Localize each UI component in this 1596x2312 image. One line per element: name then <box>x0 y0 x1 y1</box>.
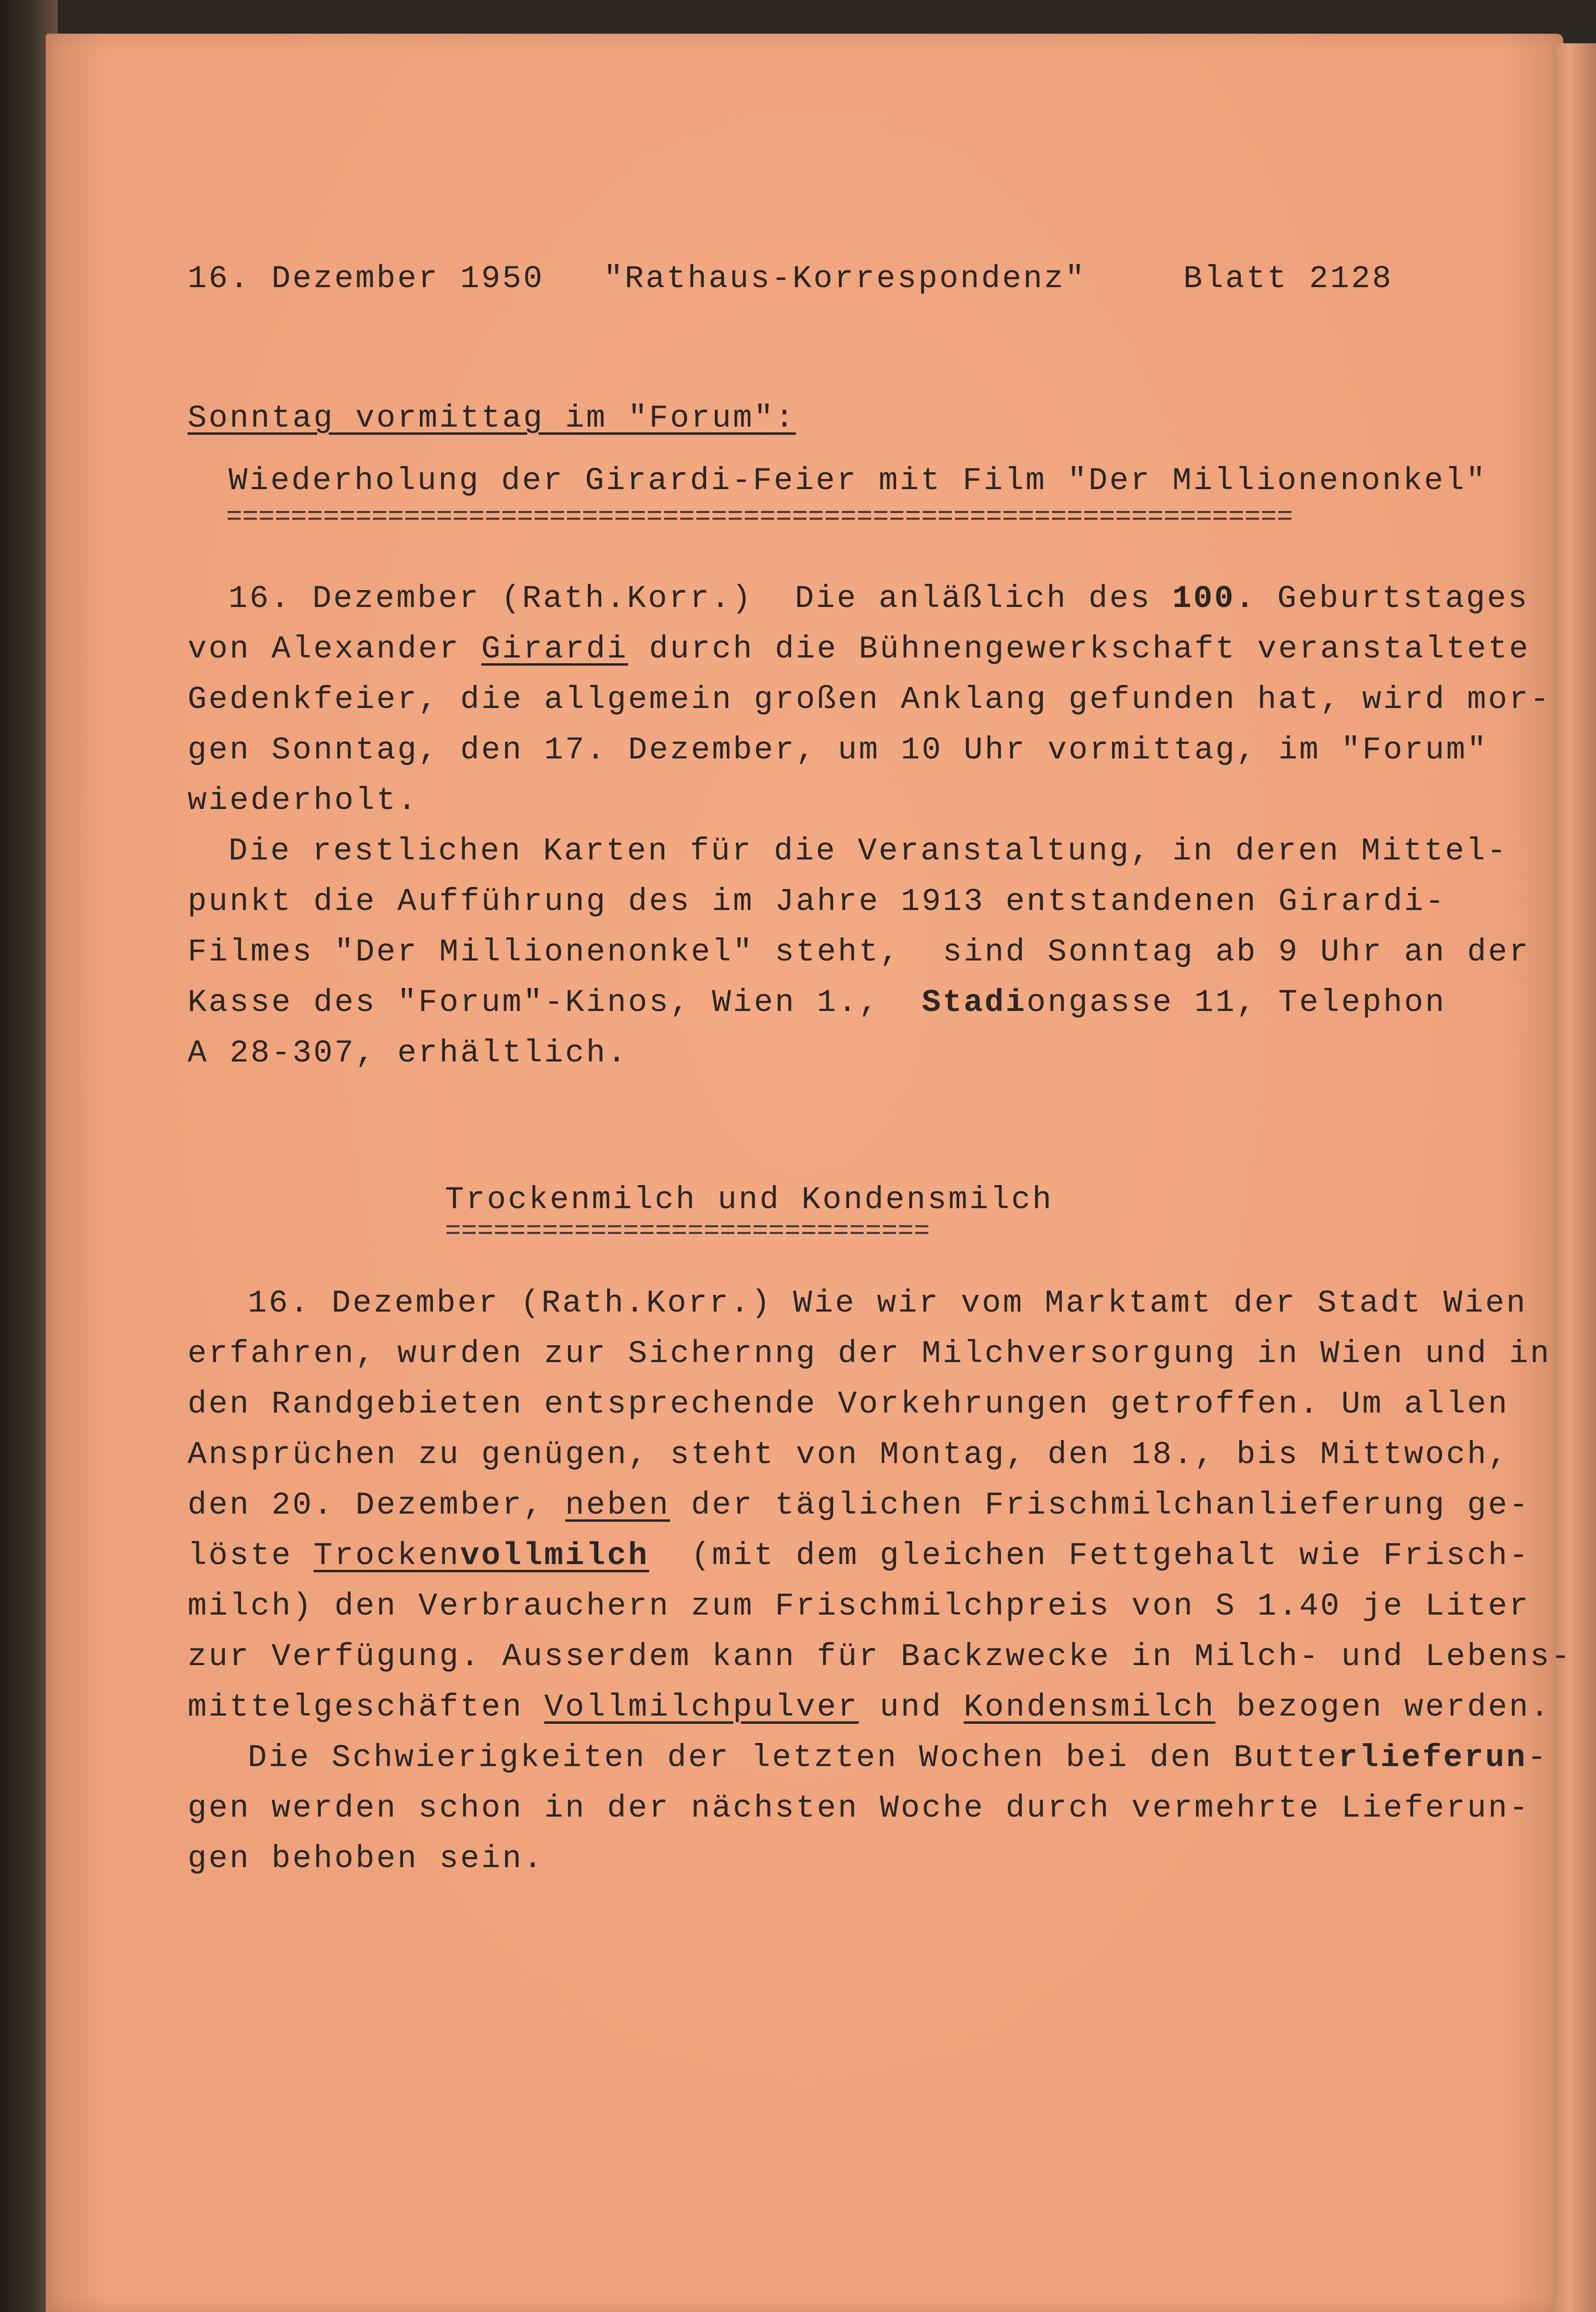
article2-p2-line3: gen behoben sein. <box>188 1841 545 1877</box>
article2-p2-line1: Die Schwierigkeiten der letzten Wochen bei den Butterlieferun- <box>248 1740 1548 1776</box>
header-date: 16. Dezember 1950 <box>188 261 545 297</box>
article1-p2-line2: punkt die Aufführung des im Jahre 1913 entstandenen Girardi- <box>188 884 1446 920</box>
article2-title: Trockenmilch und Kondensmilch <box>445 1182 1053 1218</box>
article2-p1-line2: erfahren, wurden zur Sichernng der Milchversorgung in Wien und in <box>188 1336 1551 1372</box>
header-sheet: Blatt 2128 <box>1183 261 1393 297</box>
article2-p1-line8: zur Verfügung. Ausserdem kann für Backzwecke in Milch- und Lebens- <box>188 1639 1572 1675</box>
article2-p1-line5: den 20. Dezember, neben der täglichen Frischmilchanlieferung ge- <box>188 1487 1530 1523</box>
article1-p2-line3: Filmes "Der Millionenonkel" steht, sind Sonntag ab 9 Uhr an der <box>188 934 1530 970</box>
article1-p1-line1: 16. Dezember (Rath.Korr.) Die anläßlich des 100. Geburtstages <box>228 581 1529 617</box>
article1-p1-line3: Gedenkfeier, die allgemein großen Anklang gefunden hat, wird mor- <box>188 682 1551 718</box>
article1-subtitle: Wiederholung der Girardi-Feier mit Film "Der Millionenonkel" <box>228 463 1487 499</box>
article1-separator: ================================================================== <box>226 507 1293 527</box>
article2-p1-line7: milch) den Verbrauchern zum Frischmilchpreis von S 1.40 je Liter <box>188 1588 1530 1624</box>
article1-p1-line4: gen Sonntag, den 17. Dezember, um 10 Uhr vormittag, im "Forum" <box>188 732 1488 768</box>
article2-p1-line4: Ansprüchen zu genügen, steht von Montag, den 18., bis Mittwoch, <box>188 1437 1509 1473</box>
article2-separator: ============================== <box>445 1222 930 1241</box>
article1-p1-line2: von Alexander Girardi durch die Bühnengewerkschaft veranstaltete <box>188 631 1530 667</box>
article2-p1-line1: 16. Dezember (Rath.Korr.) Wie wir vom Marktamt der Stadt Wien <box>248 1285 1527 1321</box>
article1-title: Sonntag vormittag im "Forum": <box>188 400 796 436</box>
article1-p2-line1: Die restlichen Karten für die Veranstaltung, in deren Mittel- <box>228 833 1508 869</box>
header-publication: "Rathaus-Korrespondenz" <box>604 261 1086 297</box>
article1-p2-line5: A 28-307, erhältlich. <box>188 1035 628 1071</box>
article2-p1-line9: mittelgeschäften Vollmilchpulver und Kondensmilch bezogen werden. <box>188 1689 1551 1725</box>
article1-p1-line5: wiederholt. <box>188 783 418 819</box>
article1-p2-line4: Kasse des "Forum"-Kinos, Wien 1., Stadiongasse 11, Telephon <box>188 985 1446 1021</box>
article2-p1-line6: löste Trockenvollmilch (mit dem gleichen Fettgehalt wie Frisch- <box>188 1538 1530 1574</box>
article2-p2-line2: gen werden schon in der nächsten Woche durch vermehrte Lieferun- <box>188 1790 1530 1826</box>
article2-p1-line3: den Randgebieten entsprechende Vorkehrungen getroffen. Um allen <box>188 1386 1509 1422</box>
